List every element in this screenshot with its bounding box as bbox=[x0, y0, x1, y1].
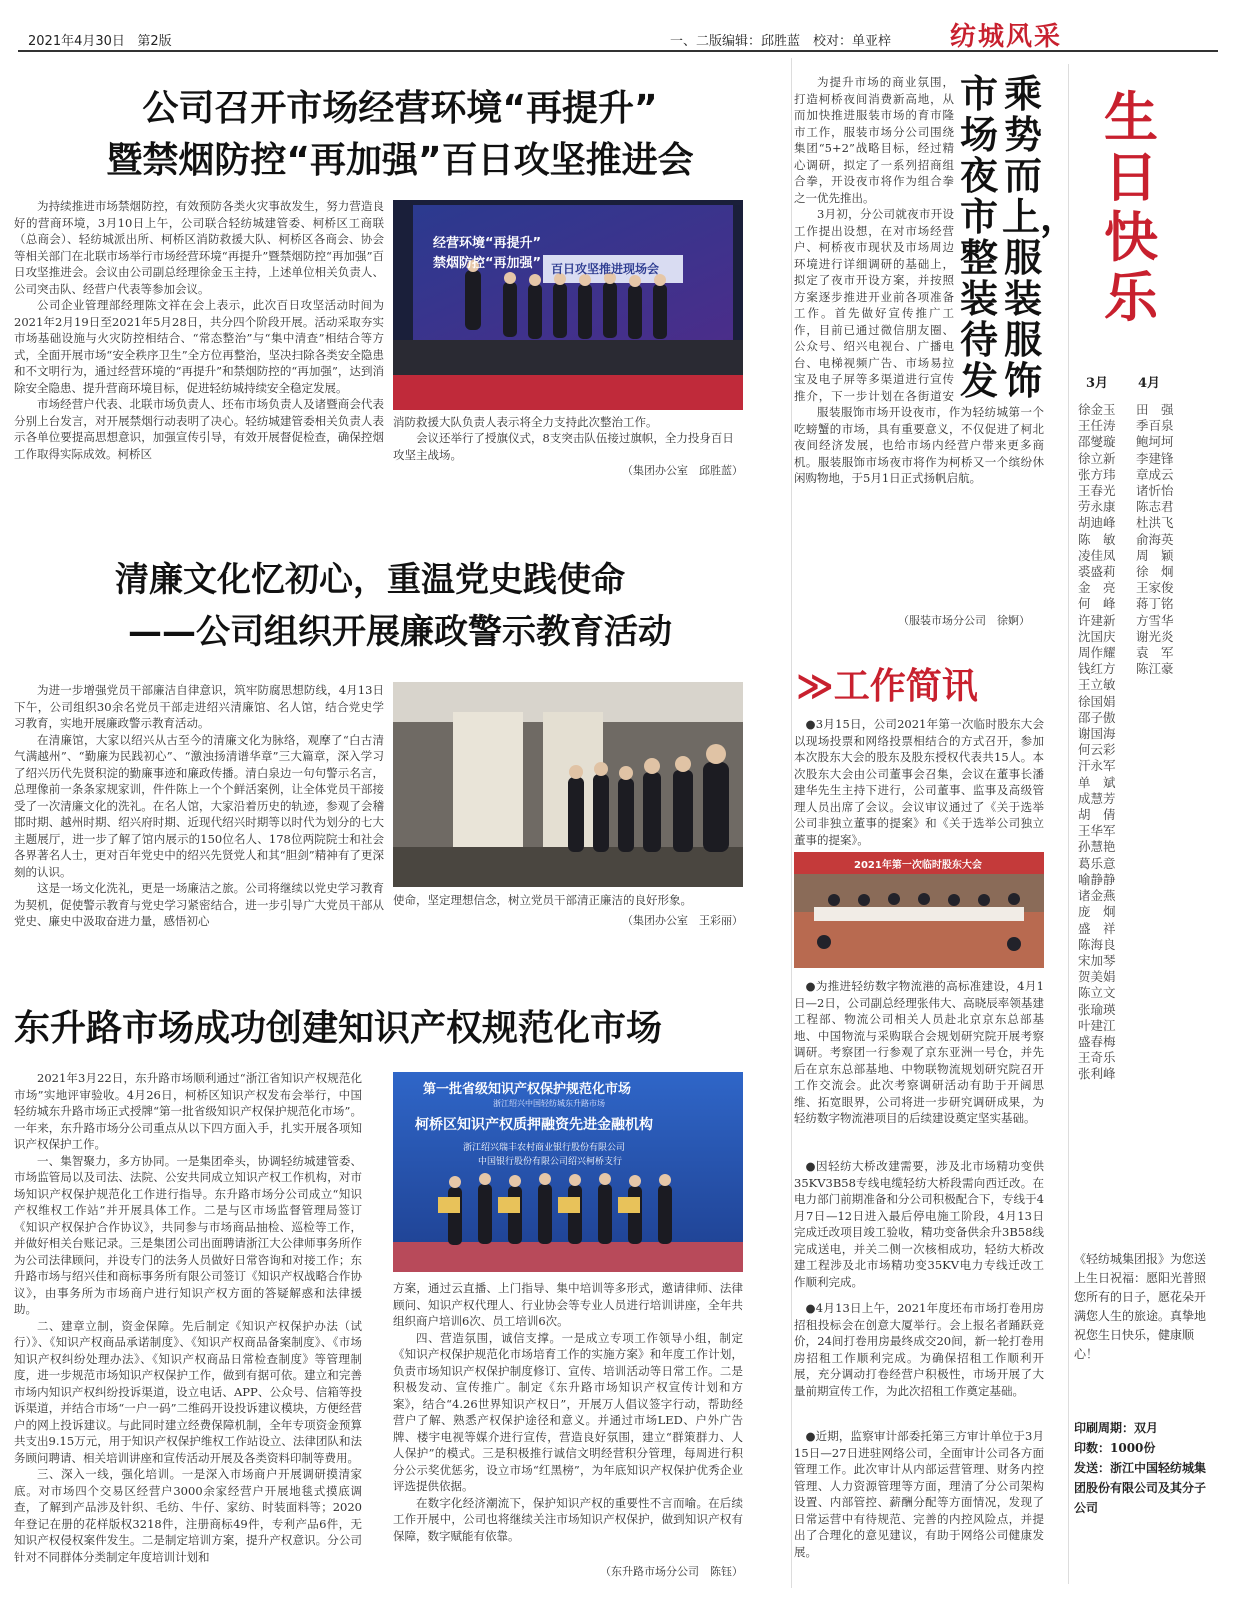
birthday-name: 胡 倩 bbox=[1078, 807, 1116, 823]
article4-body-bottom: 服装服饰市场开设夜市，作为轻纺城第一个吃螃蟹的市场，具有重要意义，不仅促进了柯北夜间经济发展，也给市场内经营户带来更多商机。服装服饰市场夜市将作为柯桥又一个缤纷休闲购物地，于5月1日正式扬帆启航。 bbox=[794, 405, 1044, 485]
article4-title-col1: 乘势而上，服装服饰 bbox=[1002, 72, 1079, 403]
birthday-name: 蒋丁铭 bbox=[1136, 596, 1174, 612]
birthday-name: 季百泉 bbox=[1136, 418, 1174, 434]
birthday-name: 庞 炯 bbox=[1078, 904, 1116, 920]
birthday-name: 诸金燕 bbox=[1078, 888, 1116, 904]
birthday-name: 劳永康 bbox=[1078, 499, 1116, 515]
photo1-banner-right: 百日攻坚推进现场会 bbox=[551, 262, 660, 276]
article1-body: 为持续推进市场禁烟防控，有效预防各类火灾事故发生，努力营造良好的营商环境，3月10日上午，公司联合轻纺城建管委、柯桥区工商联（总商会）、轻纺城派出所、柯桥区消防救援大队、柯桥区各商会、协会等相关部门在北联市场举行市场经营环境“再提升”暨禁烟防控“再加强”百日攻坚推进会。会议由公司副总经理徐金玉主持，上述单位相关负责人、公司突击队、经营户代表等参加会议。 公司企业管理部经理陈文祥在会上表示，此次百日攻坚活动时间为2021年2月19日至2021年5月28日，共分四个阶段开展。活动采取夯实市场基础设施与火灾防控相结合、“常态整治”与“集中清查”相结合等方式，全面开展市场“安全秩序卫生”全方位再整治，坚决扫除各类安全隐患和不文明行为，通过经营环境的“再提升”和禁烟防控的“再加强”，达到消除安全隐患、提升营商环境目标，促进轻纺城持续安全稳定发展。 市场经营户代表、北联市场负责人、坯布市场负责人及诸暨商会代表分别上台发言，对开展禁烟行动表明了决心。轻纺城建管委相关负责人表示各单位要提高思想意识，加强宣传引导，有效开展督促检查，确保控烟工作取得实际成效。柯桥区 bbox=[14, 199, 384, 461]
birthday-name: 陈志君 bbox=[1136, 499, 1174, 515]
issue-date: 2021年4月30日 第2版 bbox=[28, 34, 172, 49]
birthday-name: 沈国庆 bbox=[1078, 628, 1116, 644]
article1-title-line1: 公司召开市场经营环境“再提升” bbox=[142, 88, 658, 129]
birthday-name: 成慧芳 bbox=[1078, 790, 1116, 806]
birthday-name: 叶建江 bbox=[1078, 1017, 1116, 1033]
article3-credit: （东升路市场分公司 陈钰） bbox=[600, 1565, 743, 1578]
brief-4: ●4月13日上午，2021年度坯布市场打卷用房招租投标会在创意大厦举行。会上报名者踊跃竞价，24间打卷用房最终成交20间，新一轮打卷用房招租工作顺利完成。为确保招租工作顺利开展，充分调动打卷经营户积极性，市场开展了大量前期宣传工作，为此次招租工作奠定基础。 bbox=[794, 1301, 1044, 1398]
birthday-name: 田 强 bbox=[1136, 402, 1174, 417]
birthday-list-april bbox=[1136, 402, 1184, 677]
photo1-banner-title: 经营环境“再提升” bbox=[433, 236, 542, 251]
birthday-name: 徐国娟 bbox=[1078, 693, 1116, 709]
article1-continued: 会议还举行了授旗仪式，8支突击队伍接过旗帜，全力投身百日攻坚主战场。 bbox=[393, 431, 734, 462]
birthday-name: 王任涛 bbox=[1078, 418, 1116, 434]
editors-line: 一、二版编辑：邱胜蓝 校对：单亚梓 bbox=[670, 34, 892, 49]
article2-title-line1: 清廉文化忆初心，重温党史践使命 bbox=[115, 560, 625, 600]
birthday-name: 汗永军 bbox=[1078, 758, 1116, 774]
publish-cycle: 印刷周期：双月 bbox=[1074, 1421, 1159, 1435]
brief-1: ●3月15日，公司2021年第一次临时股东大会以现场投票和网络投票相结合的方式召开，参加本次股东大会的股东及股东授权代表共15人。本次股东大会由公司董事会召集，会议在董事长潘建华先生主持下进行，公司董事、监事及高级管理人员出席了会议。会议审议通过了《关于选举公司非独立董事的提案》和《关于选举公司独立董事的提案》。 bbox=[794, 717, 1044, 847]
birthday-name: 李建锋 bbox=[1136, 450, 1174, 466]
photo1-banner-sub: 禁烟防控“再加强” bbox=[433, 256, 542, 271]
section-logo: 纺城风采 bbox=[950, 22, 1063, 52]
birthday-name: 方雪华 bbox=[1136, 612, 1174, 628]
birthday-title: 生日快乐 bbox=[1104, 86, 1158, 329]
birthday-name: 周作耀 bbox=[1078, 645, 1116, 661]
birthday-name: 张利峰 bbox=[1078, 1066, 1116, 1082]
birthday-name: 周 颖 bbox=[1136, 547, 1174, 563]
brief-photo-banner: 2021年第一次临时股东大会 bbox=[854, 860, 982, 871]
article4-title-col2: 市场夜市整装待发 bbox=[959, 72, 998, 403]
birthday-name: 胡迪峰 bbox=[1078, 515, 1116, 531]
birthday-message: 《轻纺城集团报》为您送上生日祝福：愿阳光普照您所有的日子，愿花朵开满您人生的旅途。真挚地祝您生日快乐，健康顺心！ bbox=[1074, 1252, 1207, 1361]
birthday-name: 宋加琴 bbox=[1078, 952, 1116, 968]
birthday-name: 盛 祥 bbox=[1078, 920, 1116, 936]
brief-photo bbox=[794, 852, 1044, 968]
birthday-name: 袁 军 bbox=[1136, 645, 1174, 661]
column-divider bbox=[791, 58, 792, 1588]
birthday-name: 徐立新 bbox=[1078, 450, 1116, 466]
article2-body: 为进一步增强党员干部廉洁自律意识，筑牢防腐思想防线，4月13日下午，公司组织30余名党员干部走进绍兴清廉馆、名人馆，结合党史学习教育，实地开展廉政警示教育活动。 在清廉馆，大家以绍兴从古至今的清廉文化为脉络，观摩了“白古清气满越州”、“勤廉为民践初心”、“激浊扬清谱华章”三大篇章，深入学习了绍兴历代先贤积淀的勤廉事迹和廉政传播。清白泉边一句句警示名言，总理像前一条条家规家训，件件陈上一个个鲜活案例，让全体党员干部接受了一次清廉文化的洗礼。在名人馆，大家沿着历史的轨迹，参观了会稽邯时期、越州时期、绍兴府时期、近现代绍兴时期等以时代为划分的七大主题展厅，进一步了解了馆内展示的150位名人、178位两院院士和社会各界著名人士，更对百年党史中的绍兴先贤党人和其“胆剑”精神有了更深刻的认识。 这是一场文化洗礼，更是一场廉洁之旅。公司将继续以党史学习教育为契机，促使警示教育与党史学习紧密结合，进一步引导广大党员干部从党史、廉史中汲取奋进力量，感悟初心 bbox=[14, 683, 384, 928]
article4-credit: （服装市场分公司 徐婀） bbox=[898, 614, 1030, 627]
photo3-sub1: 浙江绍兴中国轻纺城东升路市场 bbox=[493, 1099, 605, 1108]
birthday-name: 陈 敏 bbox=[1078, 531, 1116, 547]
birthday-list-march bbox=[1078, 402, 1126, 1083]
photo3-banner1: 第一批省级知识产权保护规范化市场 bbox=[423, 1082, 632, 1097]
birthday-name: 王华军 bbox=[1078, 823, 1116, 839]
article4-body-top: 为提升市场的商业氛围，打造柯桥夜间消费新高地，从而加快推进服装市场的育市隆市工作，服装市场分公司围绕集团“5+2”战略目标，经过精心调研，拟定了一系列招商组合拳，开设夜市将作为组合拳之一优先推出。 3月初，分公司就夜市开设工作提出设想，在对市场经营户、柯桥夜市现状及市场周边环境进行详细调研的基础上，拟定了夜市开设方案，并按照方案逐步推进开业前各项准备工作。首先做好宣传推广工作，目前已通过微信朋友圈、公众号、绍兴电视台、广播电台、电梯视频广告、市场易拉宝及电子屏等多渠道进行宣传推介，下一步计划在各街道安 bbox=[794, 75, 954, 403]
brief-5: ●近期，监察审计部委托第三方审计单位于3月15日—27日进驻网络公司，全面审计公司各方面管理工作。此次审计从内部运营管理、财务内控管理、人力资源管理等方面，理清了分公司架构设置、内部管控、薪酬分配等方面情况，发现了日常运营中有待规范、完善的内控风险点，并提出了合理化的意见建议，有助于网络公司健康发展。 bbox=[794, 1429, 1044, 1559]
publication-info bbox=[1074, 1418, 1214, 1518]
birthday-name: 王家俊 bbox=[1136, 580, 1174, 596]
article2-credit: （集团办公室 王彩丽） bbox=[622, 914, 743, 927]
article1-title-line2: 暨禁烟防控“再加强”百日攻坚推进会 bbox=[106, 140, 694, 181]
birthday-name: 张瑜瑛 bbox=[1078, 1001, 1116, 1017]
birthday-name: 贺美娟 bbox=[1078, 969, 1116, 985]
article3-body-right: 方案，通过云直播、上门指导、集中培训等多形式，邀请律师、法律顾问、知识产权代理人、行业协会等专业人员进行培训讲座，全年共组织商户培训6次、员工培训6次。 四、营造氛围，诚信支撑。一是成立专项工作领导小组，制定《知识产权保护规范化市场培育工作的实施方案》和年度工作计划，负责市场知识产权保护制度修订、宣传、培训活动等日常工作。二是积极发动、宣传推广。制定《东升路市场知识产权宣传计划和方案》，结合“4.26世界知识产权日”，开展万人倡议签字行动，帮助经营户了解、熟悉产权保护途径和意义。并通过市场LED、户外广告牌、楼宇电视等媒介进行宣传，营造良好氛围，建立“群策群力、人人保护”的模式。三是积极推行诚信文明经营积分管理，每周进行积分公示奖优惩劣，设立市场“红黑榜”，为年底知识产权保护优秀企业评选提供依据。 在数字化经济潮流下，保护知识产权的重要性不言而喻。在后续工作开展中，公司也将继续关注市场知识产权保护，做到知识产权有保障，数字赋能有依靠。 bbox=[393, 1281, 743, 1543]
article3-photo bbox=[393, 1072, 743, 1272]
birthday-name: 许建新 bbox=[1078, 612, 1116, 628]
article1-credit: （集团办公室 邱胜蓝） bbox=[622, 464, 743, 477]
birthday-name: 王立敏 bbox=[1078, 677, 1116, 693]
article1-photo bbox=[393, 200, 743, 410]
article1-caption: 消防救援大队负责人表示将全力支持此次整治工作。 bbox=[393, 415, 658, 429]
page-header bbox=[0, 0, 1236, 52]
birthday-name: 徐 炯 bbox=[1136, 564, 1174, 580]
birthday-name: 陈江豪 bbox=[1136, 661, 1174, 677]
birthday-name: 葛乐意 bbox=[1078, 855, 1116, 871]
birthday-name: 何 峰 bbox=[1078, 596, 1116, 612]
birthday-name: 王春光 bbox=[1078, 483, 1116, 499]
birthday-name: 凌佳凤 bbox=[1078, 547, 1116, 563]
birthday-name: 裘盛莉 bbox=[1078, 564, 1116, 580]
birthday-name: 徐金玉 bbox=[1078, 402, 1116, 417]
birthday-name: 孙慧艳 bbox=[1078, 839, 1116, 855]
birthday-name: 谢光炎 bbox=[1136, 628, 1174, 644]
birthday-name: 金 亮 bbox=[1078, 580, 1116, 596]
article3-title: 东升路市场成功创建知识产权规范化市场 bbox=[14, 1008, 663, 1049]
article3-body-left: 2021年3月22日，东升路市场顺利通过“浙江省知识产权规范化市场”实地评审验收。4月26日，柯桥区知识产权发布会举行，中国轻纺城东升路市场正式授牌“第一批省级知识产权保护规范化市场”。一年来，东升路市场分公司重点从以下四方面入手，扎实开展各项知识产权保护工作。 一、集智聚力，多方协同。一是集团牵头，协调轻纺城建管委、市场监管局以及司法、法院、公安共同成立知识产权工作机构，对市场知识产权保护规范化工作进行指导。东升路市场分公司成立“知识产权维权工作站”并开展具体工作。二是与区市场监督管理局签订《知识产权保护合作协议》，共同参与市场商品抽检、巡检等工作，并做好相关台账记录。三是集团公司出面聘请浙江大公律师事务所作为公司法律顾问，并设专门的法务人员做好日常咨询和对接工作；东升路市场与绍兴佳和商标事务所有限公司签订《知识产权战略合作协议》，由事务所为市场商户进行知识产权方面的答疑解惑和法律援助。 二、建章立制，资金保障。先后制定《知识产权保护办法（试行）》、《知识产权商品承诺制度》、《知识产权商品备案制度》、《市场知识产权纠纷处理办法》、《知识产权商品日常检查制度》等管理制度，进一步规范市场知识产权保护工作，做到有据可依。建立和完善市场内知识产权纠纷投诉渠道，设立电话、APP、公众号、信箱等投诉渠道，并结合市场“一户一码”二维码开设投诉建议模块，方便经营户的网上投诉建议。与此同时建立经费保障机制，全年专项资金预算共支出9.15万元，用于知识产权保护维权工作站设立、法律团队和法务顾问聘请、相关培训讲座和宣传活动开展及各类资料印制等费用。 三、深入一线，强化培训。一是深入市场商户开展调研摸清家底。对市场四个交易区经营户3000余家经营户开展地毯式摸底调查，了解到产品涉及针织、毛纺、牛仔、家纺、时装面料等；2020年登记在册的花样版权3218件，注册商标49件，专利产品6件，无知识产权侵权案件发生。二是制定培训方案，提升产权意识。分公司针对不同群体分类制定年度培训计划和 bbox=[14, 1071, 362, 1564]
photo3-sub3: 中国银行股份有限公司绍兴柯桥支行 bbox=[478, 1157, 623, 1167]
birthday-name: 喻静静 bbox=[1078, 871, 1116, 887]
article2-title-line2: ——公司组织开展廉政警示教育活动 bbox=[128, 612, 672, 652]
brief-3: ●因轻纺大桥改建需要，涉及北市场精功变供35KV3B58专线电缆轻纺大桥段需向西迁改。在电力部门前期准备和分公司积极配合下，专线于4月7日—12日进入最后停电施工阶段，4月13日完成迁改项目竣工验收，精功变备供余升3B58线完成送电，并关二侧一次核相成功，轻纺大桥改建工程涉及北市场精功变35KV电力专线迁改工作顺利完成。 bbox=[794, 1159, 1044, 1289]
work-briefs-title: ≫工作简讯 bbox=[796, 666, 978, 707]
museum-visit-photo bbox=[393, 682, 743, 887]
birthday-name: 何云彩 bbox=[1078, 742, 1116, 758]
birthday-name: 邵子傲 bbox=[1078, 709, 1116, 725]
photo3-banner2: 柯桥区知识产权质押融资先进金融机构 bbox=[415, 1117, 653, 1133]
birthday-name: 章成云 bbox=[1136, 466, 1174, 482]
birthday-name: 邵燮璇 bbox=[1078, 434, 1116, 450]
article2-photo bbox=[393, 682, 743, 887]
birthday-name: 陈立文 bbox=[1078, 985, 1116, 1001]
birthday-name: 单 斌 bbox=[1078, 774, 1116, 790]
birthday-name: 诸忻怡 bbox=[1136, 483, 1174, 499]
photo3-sub2: 浙江绍兴瑞丰农村商业银行股份有限公司 bbox=[463, 1143, 626, 1153]
header-divider bbox=[18, 50, 1218, 52]
birthday-name: 盛春梅 bbox=[1078, 1033, 1116, 1049]
birthday-name: 王奇乐 bbox=[1078, 1050, 1116, 1066]
print-count: 印数：1000份 bbox=[1074, 1441, 1156, 1455]
birthday-name: 谢国海 bbox=[1078, 726, 1116, 742]
birthday-name: 张方玮 bbox=[1078, 466, 1116, 482]
birthday-name: 鲍坷坷 bbox=[1136, 434, 1174, 450]
article2-caption: 使命，坚定理想信念，树立党员干部清正廉洁的良好形象。 bbox=[393, 893, 692, 907]
birthday-name: 陈海良 bbox=[1078, 936, 1116, 952]
brief-2: ●为推进轻纺数字物流港的高标准建设，4月1日—2日，公司副总经理张伟大、高晓辰率领基建工程部、物流公司相关人员赴北京京东总部基地、中国物流与采购联合会规划研究院开展考察调研。考察团一行参观了京东亚洲一号仓，并先后在京东总部基地、中物联物流规划研究院召开工作交流会。此次考察调研活动有助于开阔思维、拓宽眼界，公司将进一步研究调研成果，为轻纺数字物流港项目的后续建设奠定坚实基础。 bbox=[794, 979, 1044, 1125]
birthday-name: 钱红方 bbox=[1078, 661, 1116, 677]
birthday-name: 俞海英 bbox=[1136, 531, 1174, 547]
birthday-name: 杜洪飞 bbox=[1136, 515, 1174, 531]
distribution: 发送：浙江中国轻纺城集团股份有限公司及其分子公司 bbox=[1074, 1461, 1207, 1515]
